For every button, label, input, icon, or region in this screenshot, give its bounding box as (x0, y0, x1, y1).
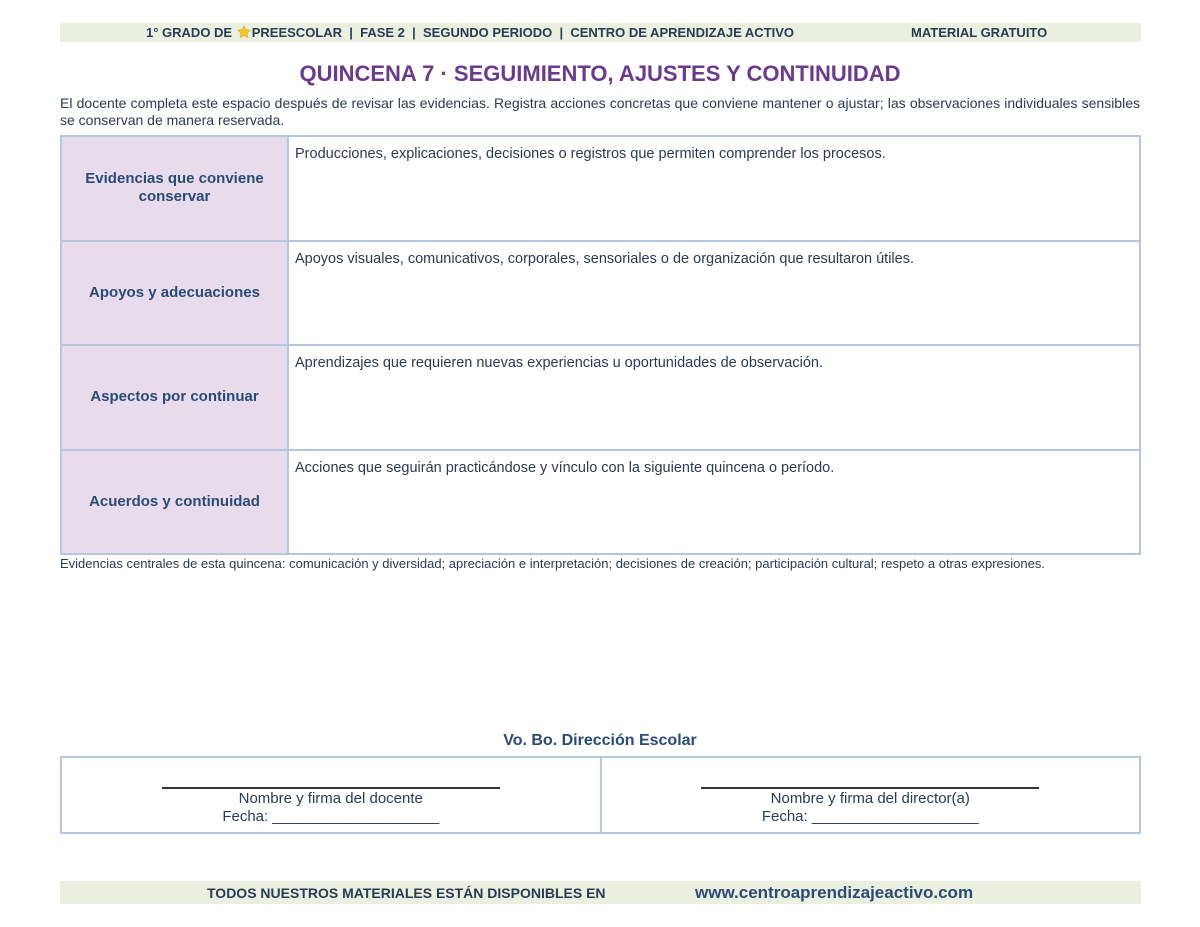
director-signature-cell[interactable] (601, 757, 1141, 833)
teacher-signature-cell[interactable] (61, 757, 601, 833)
director-signature-label: Nombre y firma del director(a) (770, 790, 970, 807)
bottom-banner (60, 881, 1141, 904)
top-banner (60, 23, 1141, 42)
row-content[interactable]: Apoyos visuales, comunicativos, corporales, sensoriales o de organización que resultaron útiles. (288, 241, 1140, 346)
table-row (61, 136, 1140, 241)
footer-text: TODOS NUESTROS MATERIALES ESTÁN DISPONIBLES EN (207, 885, 606, 901)
row-label: Aspectos por continuar (61, 345, 288, 450)
row-content[interactable]: Aprendizajes que requieren nuevas experiencias u oportunidades de observación. (288, 345, 1140, 450)
signature-line (162, 787, 500, 789)
signature-table (60, 756, 1141, 834)
row-label: Evidencias que conviene conservar (61, 136, 288, 241)
row-label: Acuerdos y continuidad (61, 450, 288, 555)
director-date-field[interactable]: Fecha: ____________________ (761, 808, 979, 825)
table-row (61, 450, 1140, 555)
page-title: QUINCENA 7 · SEGUIMIENTO, AJUSTES Y CONTINUIDAD (299, 61, 901, 86)
grade-info: 1° GRADO DE PREESCOLAR | FASE 2 | SEGUNDO PERIODO | CENTRO DE APRENDIZAJE ACTIVO (146, 25, 795, 40)
signature-line (701, 787, 1039, 789)
table-row (61, 241, 1140, 346)
intro-paragraph: El docente completa este espacio después de revisar las evidencias. Registra acciones concretas que conviene mantener o ajustar; las observaciones individuales sensibles se conservan de manera reservada. (60, 95, 1140, 128)
table-row (61, 345, 1140, 450)
star-icon (236, 25, 252, 39)
teacher-signature-label: Nombre y firma del docente (238, 790, 423, 807)
teacher-date-field[interactable]: Fecha: ____________________ (222, 808, 440, 825)
approval-title: Vo. Bo. Dirección Escolar (503, 732, 697, 749)
free-material-label: MATERIAL GRATUITO (911, 25, 1048, 40)
row-content[interactable]: Acciones que seguirán practicándose y vínculo con la siguiente quincena o período. (288, 450, 1140, 555)
evidence-note: Evidencias centrales de esta quincena: comunicación y diversidad; apreciación e interpretación; decisiones de creación; participación cultural; respeto a otras expresiones. (60, 556, 1045, 571)
website-link[interactable]: www.centroaprendizajeactivo.com (695, 883, 974, 902)
row-label: Apoyos y adecuaciones (61, 241, 288, 346)
row-content[interactable]: Producciones, explicaciones, decisiones o registros que permiten comprender los procesos. (288, 136, 1140, 241)
followup-table (60, 135, 1141, 555)
